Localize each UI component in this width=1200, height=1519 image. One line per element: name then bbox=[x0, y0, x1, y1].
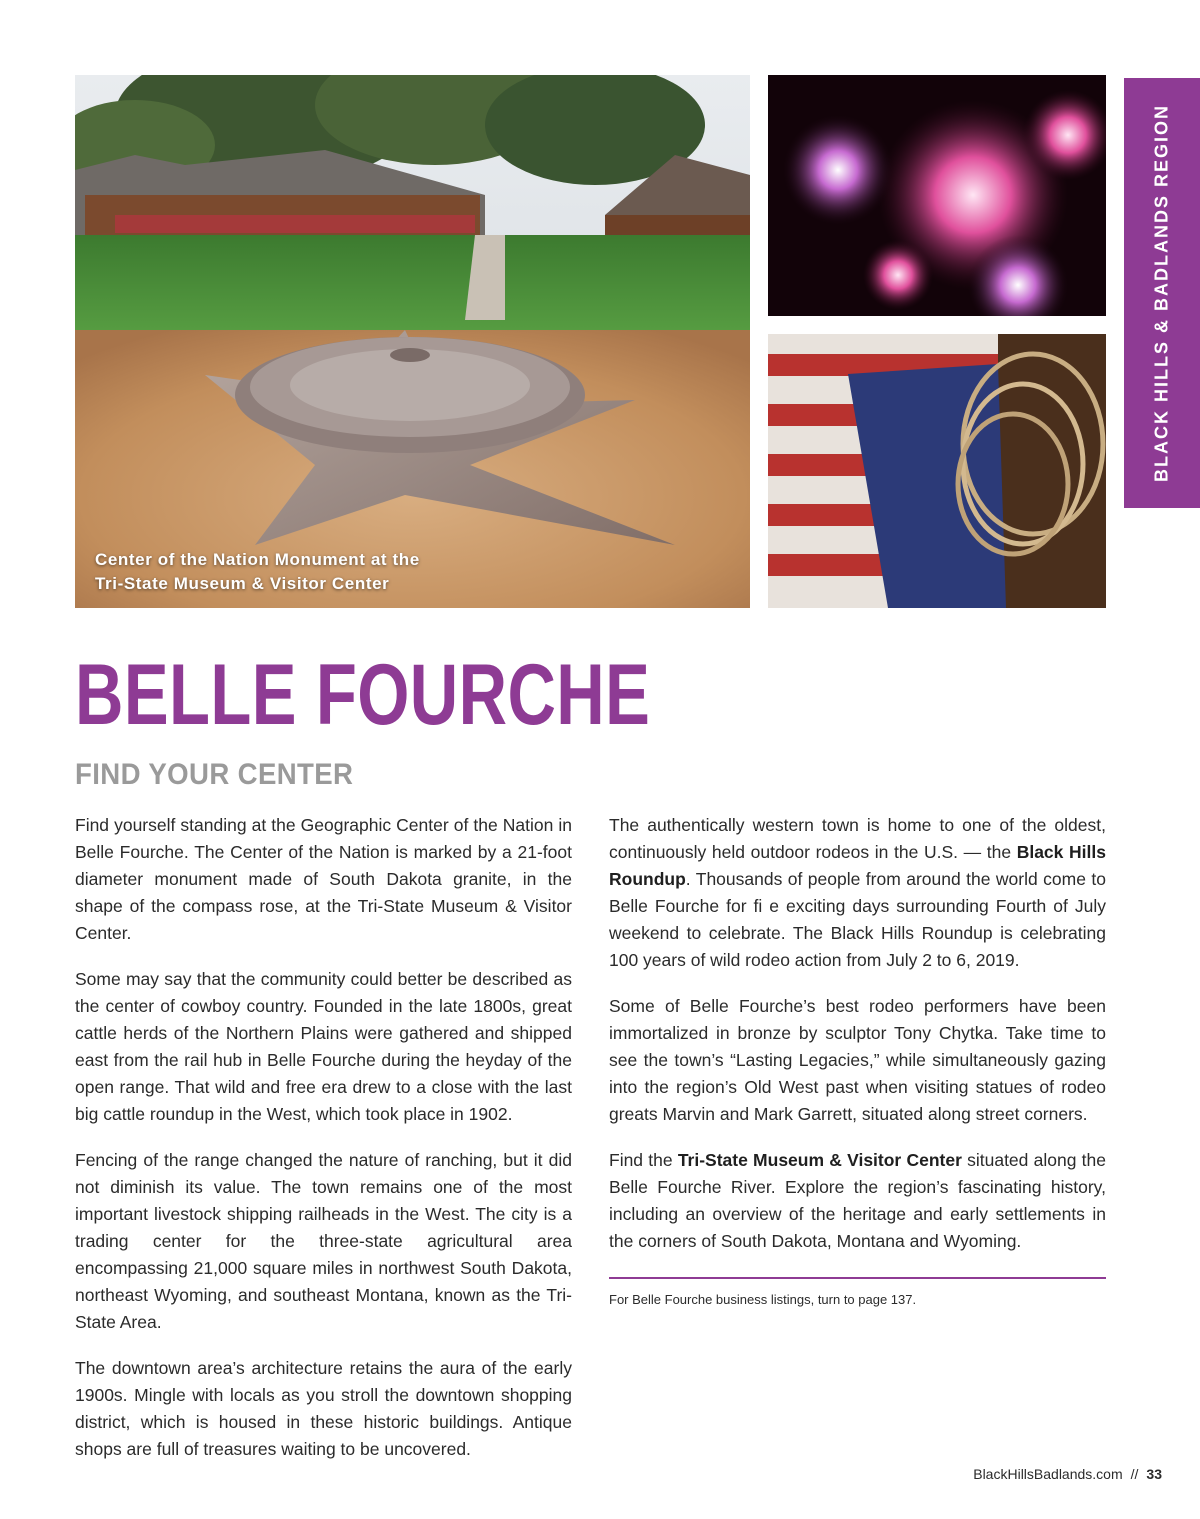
paragraph: Some may say that the community could better be described as the center of cowboy country. Founded in the late 1800s, great cattle herds of the Northern Plains were gathered and shipped east from the rail hub in Belle Fourche during the heyday of the open range. That wild and free era drew to a close with the last big cattle roundup in the West, which took place in 1902. bbox=[75, 969, 572, 1124]
divider-rule bbox=[609, 1277, 1106, 1279]
listing-note: For Belle Fourche business listings, turn to page 137. bbox=[609, 1292, 917, 1307]
region-side-tab-label: BLACK HILLS & BADLANDS REGION bbox=[1151, 104, 1172, 482]
page-title: BELLE FOURCHE bbox=[75, 647, 651, 743]
page-subtitle: FIND YOUR CENTER bbox=[75, 758, 354, 791]
caption-line-2: Tri-State Museum & Visitor Center bbox=[95, 574, 390, 593]
bold-run: Tri-State Museum & Visitor Center bbox=[677, 1150, 962, 1170]
page-footer bbox=[973, 1466, 1162, 1482]
text-run: Find the bbox=[609, 1150, 678, 1170]
paragraph: The downtown area’s architecture retains the aura of the early 1900s. Mingle with locals as you stroll the downtown shopping district, which is housed in these historic buildings. Antique shops are full of treasures waiting to be uncovered. bbox=[75, 1358, 572, 1459]
paragraph: Find yourself standing at the Geographic Center of the Nation in Belle Fourche. The Center of the Nation is marked by a 21-foot diameter monument made of South Dakota granite, in the shape of the compass rose, at the Tri-State Museum & Visitor Center. bbox=[75, 815, 572, 943]
page-number: 33 bbox=[1146, 1466, 1162, 1482]
monument-photo bbox=[75, 75, 750, 608]
paragraph: Fencing of the range changed the nature of ranching, but it did not diminish its value. The town remains one of the most important livestock shipping railheads in the West. The city is a trading center for the three-state agricultural area encompassing 21,000 square miles in northwest South Dakota, northeast Wyoming, and southeast Montana, known as the Tri-State Area. bbox=[75, 1150, 572, 1332]
footer-site: BlackHillsBadlands.com bbox=[973, 1466, 1123, 1482]
photo-caption bbox=[95, 548, 420, 596]
text-run: situated along the Belle Fourche River. Explore the region’s fascinating history, including an overview of the heritage and early settlements in the corners of South Dakota, Montana and Wyoming. bbox=[609, 1150, 1106, 1251]
caption-line-1: Center of the Nation Monument at the bbox=[95, 550, 420, 569]
left-column bbox=[75, 812, 572, 1482]
paragraph bbox=[609, 812, 1106, 974]
paragraph: Some of Belle Fourche’s best rodeo performers have been immortalized in bronze by sculptor Tony Chytka. Take time to see the town’s “Lasting Legacies,” while simultaneously gazing into the region’s Old West past when visiting statues of rodeo greats Marvin and Mark Garrett, situated along street corners. bbox=[609, 996, 1106, 1124]
text-run: . Thousands of people from around the world come to Belle Fourche for fi e exciting days surrounding Fourth of July weekend to celebrate. The Black Hills Roundup is celebrating 100 years of wild rodeo action from July 2 to 6, 2019. bbox=[609, 869, 1106, 970]
right-column bbox=[609, 812, 1106, 1274]
bold-run: Black Hills Roundup bbox=[609, 842, 1106, 889]
region-side-tab bbox=[1124, 78, 1200, 508]
text-run: The authentically western town is home to one of the oldest, continuously held outdoor rodeos in the U.S. — the bbox=[609, 815, 1106, 862]
fireworks-photo bbox=[768, 75, 1106, 316]
footer-separator: // bbox=[1130, 1466, 1139, 1482]
paragraph bbox=[609, 1147, 1106, 1255]
flag-lasso-photo bbox=[768, 334, 1106, 608]
